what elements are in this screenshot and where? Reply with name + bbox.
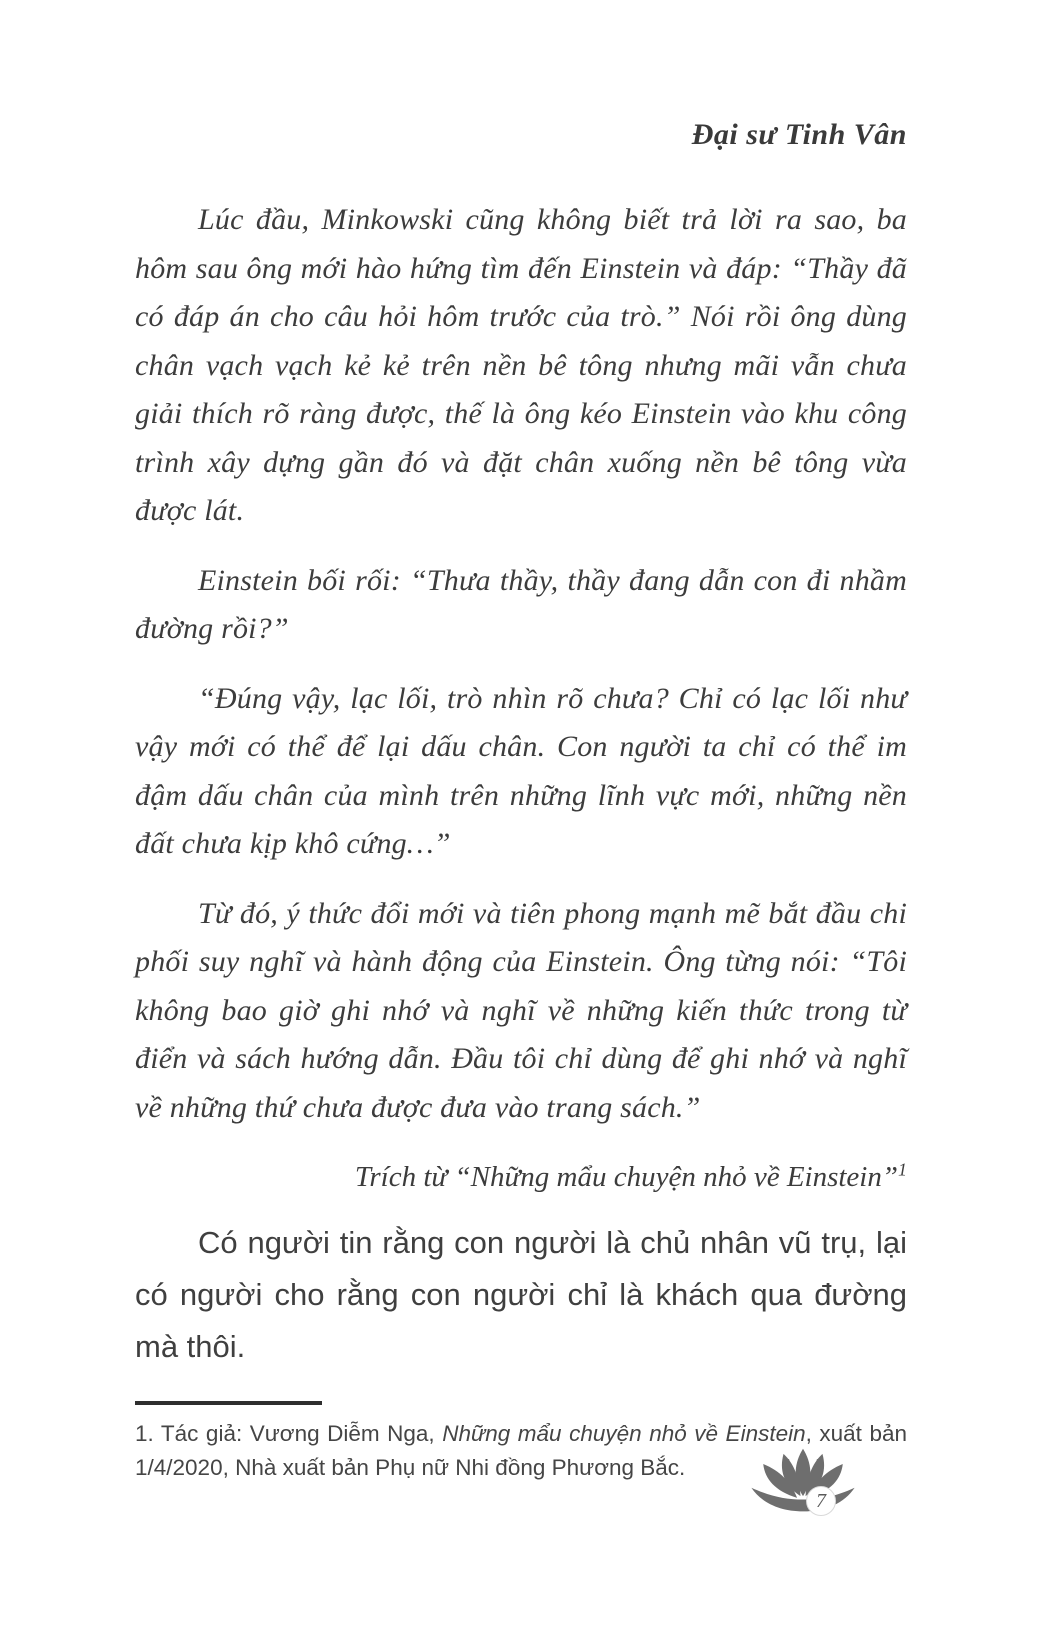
footnote-reference: 1 (898, 1159, 907, 1180)
footnote-prefix: 1. Tác giả: Vương Diễm Nga, (135, 1421, 443, 1446)
footnote-divider (135, 1401, 322, 1405)
closing-paragraph: Có người tin rằng con người là chủ nhân vũ trụ, lại có người cho rằng con người chỉ là khách qua đường mà thôi. (135, 1225, 907, 1364)
footnote-suffix: , xuất bản 1/4/2020, Nhà xuất bản Phụ nữ Nhi đồng Phương Bắc. (135, 1421, 907, 1480)
page-number: 7 (806, 1486, 836, 1516)
attribution-line (135, 1153, 907, 1201)
lotus-icon (748, 1444, 858, 1528)
running-head-author: Đại sư Tinh Vân (691, 118, 907, 151)
attribution-text: Trích từ “Những mẩu chuyện nhỏ về Einstein” (354, 1161, 898, 1193)
page-footer (748, 1444, 858, 1528)
paragraph-2: Einstein bối rối: “Thưa thầy, thầy đang dẫn con đi nhầm đường rồi?” (135, 563, 907, 645)
footnote-book-title: Những mẩu chuyện nhỏ về Einstein (442, 1421, 806, 1446)
paragraph-3: “Đúng vậy, lạc lối, trò nhìn rõ chưa? Chỉ có lạc lối như vậy mới có thể để lại dấu chân. Con người ta chỉ có thể im đậm dấu chân của mình trên những lĩnh vực mới, những nền đất chưa kịp khô cứng…” (135, 681, 907, 860)
page-content (135, 118, 907, 1485)
paragraph-1: Lúc đầu, Minkowski cũng không biết trả lời ra sao, ba hôm sau ông mới hào hứng tìm đến Einstein và đáp: “Thầy đã có đáp án cho câu hỏi hôm trước của trò.” Nói rồi ông dùng chân vạch vạch kẻ kẻ trên nền bê tông nhưng mãi vẫn chưa giải thích rõ ràng được, thế là ông kéo Einstein vào khu công trình xây dựng gần đó và đặt chân xuống nền bê tông vừa được lát. (135, 203, 907, 527)
paragraph-4: Từ đó, ý thức đổi mới và tiên phong mạnh mẽ bắt đầu chi phối suy nghĩ và hành động của Einstein. Ông từng nói: “Tôi không bao giờ ghi nhớ và nghĩ về những kiến thức trong từ điển và sách hướng dẫn. Đầu tôi chỉ dùng để ghi nhớ và nghĩ về những thứ chưa được đưa vào trang sách.” (135, 896, 907, 1124)
